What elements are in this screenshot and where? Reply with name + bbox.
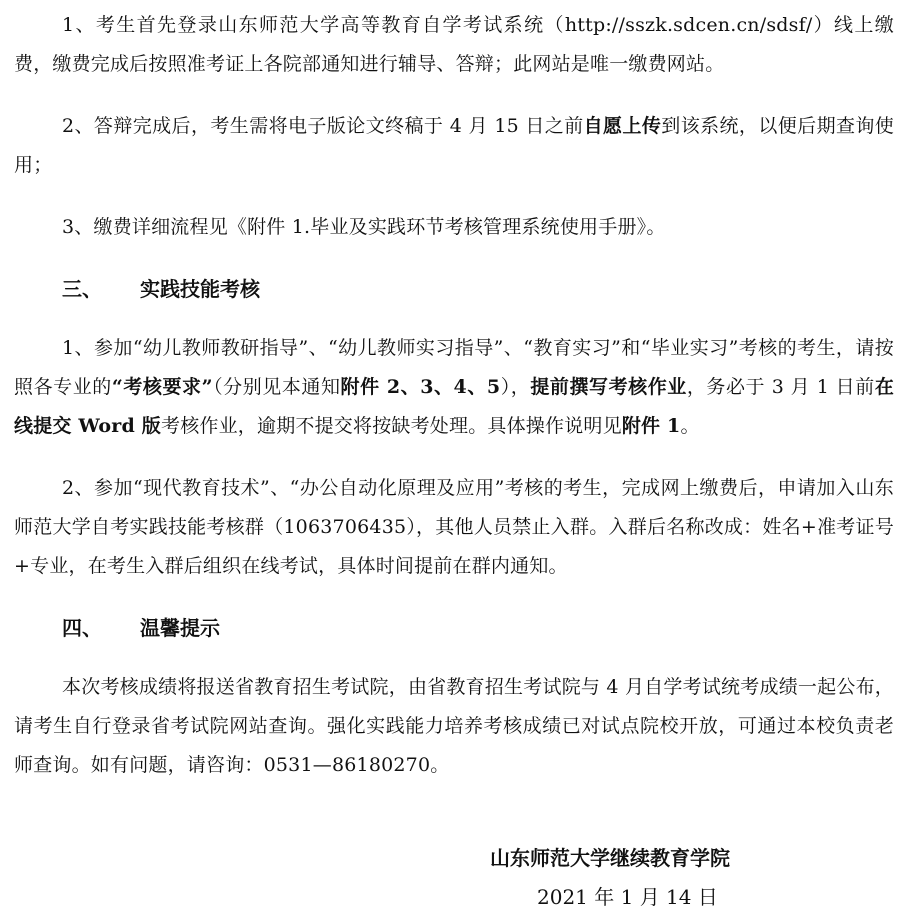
section-title: 温馨提示 — [140, 616, 220, 640]
paragraph-thesis-upload — [14, 107, 894, 185]
section-number: 三、 — [62, 277, 102, 301]
practice-text-note: （分别见本通知 — [212, 376, 341, 398]
issue-date: 2021 年 1 月 14 日 — [537, 885, 718, 909]
online-exam-group-text: 2、参加“现代教育技术”、“办公自动化原理及应用”考核的考生，完成网上缴费后，申请加入山东师范大学自考实践技能考核群（1063706435），其他人员禁止入群。入群后名称改成：姓名+准考证号+专业，在考生入群后组织在线考试，具体时间提前在群内通知。 — [14, 477, 894, 577]
thesis-upload-emphasis: 自愿上传 — [583, 115, 662, 137]
paragraph-online-exam-group — [14, 469, 894, 586]
practice-text-instructions: 考核作业，逾期不提交将按缺考处理。具体操作说明见 — [161, 415, 622, 437]
section-heading-practical-skills — [14, 270, 894, 309]
paragraph-results-query — [14, 668, 894, 785]
section-heading-reminder — [14, 609, 894, 648]
practice-submit-emphasis: 在线提交 Word 版 — [14, 376, 895, 437]
practice-text-intro: 1、参加“幼儿教师教研指导”、“幼儿教师实习指导”、“教育实习”和“毕业实习”考核的考生，请按照各专业的 — [14, 337, 894, 398]
practice-requirements-emphasis: “考核要求” — [111, 376, 213, 398]
practice-writing-emphasis: 提前撰写考核作业 — [530, 376, 687, 398]
paragraph-payment-manual — [14, 208, 894, 247]
notice-body — [14, 6, 894, 808]
payment-manual-text: 3、缴费详细流程见《附件 1.毕业及实践环节考核管理系统使用手册》。 — [62, 216, 666, 238]
practice-attachment1-emphasis: 附件 1 — [621, 415, 681, 437]
results-query-text: 本次考核成绩将报送省教育招生考试院，由省教育招生考试院与 4 月自学考试统考成绩一起公布，请考生自行登录省考试院网站查询。强化实践能力培养考核成绩已对试点院校开放，可通过本校负责老师查询。如有问题，请咨询：0531—86180270。 — [14, 676, 894, 776]
paragraph-practice-assignments — [14, 329, 894, 446]
section-title: 实践技能考核 — [140, 277, 260, 301]
practice-attachments-emphasis: 附件 2、3、4、5 — [340, 376, 501, 398]
practice-text-end: 。 — [680, 415, 700, 437]
payment-login-text: 1、考生首先登录山东师范大学高等教育自学考试系统（http://sszk.sdcen.cn/sdsf/）线上缴费，缴费完成后按照准考证上各院部通知进行辅导、答辩；此网站是唯一缴费网站。 — [14, 14, 894, 75]
section-number: 四、 — [62, 616, 102, 640]
paragraph-payment-login — [14, 6, 894, 84]
thesis-upload-text-end: 到该系统，以便后期查询使用； — [14, 115, 895, 176]
issuing-organization: 山东师范大学继续教育学院 — [490, 846, 730, 870]
practice-text-sep: ）， — [500, 376, 531, 398]
thesis-upload-text: 2、答辩完成后，考生需将电子版论文终稿于 4 月 15 日之前 — [62, 115, 584, 137]
practice-text-deadline: ，务必于 3 月 1 日前 — [686, 376, 875, 398]
